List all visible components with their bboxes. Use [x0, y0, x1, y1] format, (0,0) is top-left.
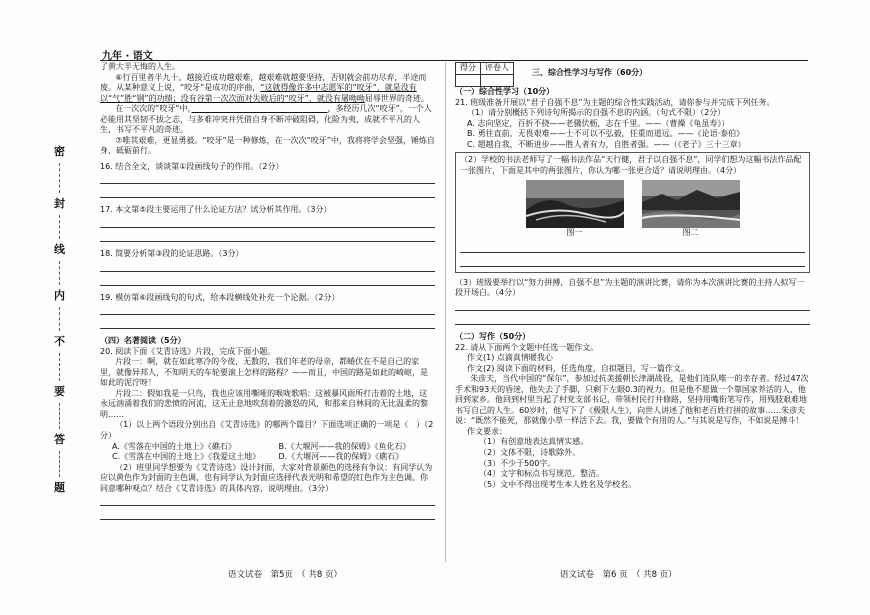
exam-header: 九年 · 语文 [102, 51, 153, 62]
essay-material: 朱彦夫，当代中国的“保尔”，参加过抗美援朝长津湖战役，是他们连队唯一的幸存者。经过47次手术和93天的昏迷，他失去了手脚，只剩下左眼0.3的视力。但是他不愿做一个靠国家养活的人，他回到家乡。他回到村里当起了村党支部书记，带领村民打井修路，坚持用嘴衔笔写作，用残肢艰难地书写自己的人生。60岁时，他写下了《极限人生》，向世人讲述了他和老百姓打拼的故事……朱彦夫说：“既然不能死，那就像小草一样活下去。我，要做个有用的人。”与其说是写作，不如说是搏斗！ [455, 374, 809, 426]
answer-line[interactable] [100, 317, 435, 329]
option-a[interactable]: A.《雪落在中国的土地上》《礁石》 [112, 441, 236, 451]
answer-line[interactable] [100, 186, 435, 198]
requirement-item: （4）文字和标点书写规范、整洁。 [479, 469, 605, 479]
left-column [100, 62, 435, 522]
page-footer-right: 语文试卷 第6 页 （ 共8 页） [560, 570, 677, 580]
fragment-1: 片段一：啊，就在如此寒冷的今夜，无数的，我们年老的母亲，都蜷伏在不是自己的家里，就像异邦人，不知明天的车轮要滚上怎样的路程？——而且，中国的路是如此的崎岖，是如此的泥泞呀！ [100, 357, 428, 388]
seal-dash [59, 353, 60, 381]
question-16: 16. 结合全文，谈谈第①段画线句子的作用。（2分） [100, 161, 284, 171]
underlined-sentence: “这就得像许多中志愿军的“咬牙”，就是没有以“气”胜“钢”的功绩；没有谷第一次次面对失败后的“咬牙”，就没有屠呦呦 [100, 83, 417, 103]
seal-char: 封 [54, 197, 65, 210]
question-20-2: （2）班里同学想要为《艾青诗选》设计封面，大家对背景颜色的选择有争议：有同学认为应以黄色作为封面的主色调，也有同学认为封面应选择代表光明和希望的红色作为主色调。你同意哪种观点？结合《艾青诗选》的具体内容，说明理由。（3分） [100, 462, 433, 493]
requirement-item: （5）文中不得出现考生本人姓名及学校名。 [479, 479, 637, 489]
score-cell[interactable] [456, 75, 481, 87]
passage-text: ⑥行百里者半九十。越接近成功越艰难，越艰难就越要坚持，否则就会前功尽弃，半途而废。从某种意义上说，“咬牙”是成功的序曲， [100, 72, 427, 93]
passage-paragraph-blank [100, 104, 435, 136]
section-4-title: （四）名著阅读（5分） [100, 336, 186, 346]
seal-char: 线 [54, 243, 65, 256]
score-table [455, 62, 514, 87]
question-21-1: （1）请分别概括下列诗句所揭示的自强不息的内涵。（句式不限）（2分） [467, 108, 726, 118]
passage-text: 屈辱世界的奇迹。 [364, 93, 429, 103]
answer-line[interactable] [455, 299, 810, 311]
question-22: 22. 请从下面两个文题中任选一题作文。 [455, 342, 599, 352]
option-b[interactable]: B.《大堰河——我的保姆》《鱼化石》 [278, 441, 411, 451]
passage-paragraph-6 [100, 73, 435, 105]
figure-2 [642, 180, 740, 239]
answer-line[interactable] [460, 255, 805, 267]
essay-topic-1: 作文(1) 点滴真情暖我心 [467, 353, 553, 363]
requirement-item: （3）不少于500字。 [479, 458, 556, 468]
quote-c: C. 超越自我，不断进步——胜人者有力，自胜者强。——（《老子》三十三章） [467, 139, 746, 149]
seal-char: 密 [54, 145, 65, 158]
answer-line[interactable] [100, 494, 435, 506]
answer-line[interactable] [100, 274, 435, 286]
question-21: 21. 班级准备开展以“君子自强不息”为主题的综合性实践活动，请你参与并完成下列任务。 [455, 97, 775, 107]
requirement-item: （1）有创意地表达真情实感。 [479, 437, 589, 447]
answer-line[interactable] [100, 508, 435, 520]
figure-1-caption: 图一 [566, 228, 583, 238]
question-19: 19. 模仿第⑥段画线句的句式，给本段横线处补充一个论据。（2分） [100, 292, 340, 302]
passage-text: ，多经历几次“咬牙”，一个人必能用其坚韧不拔之志， [100, 104, 432, 124]
right-column [455, 62, 810, 490]
page-footer-left: 语文试卷 第5页 （ 共8 页） [228, 570, 342, 580]
fragment-2: 片段二：假如我是一只鸟，我也应该用嘶哑的喉咙歌唱：这被暴风雨所打击着的土地，这永远汹涌着我们的悲愤的河流，这无止息地吹刮着的激怒的风，和那来自林间的无比温柔的黎明…… [100, 388, 428, 419]
passage-line: 了黄大半无悔的人生。 [100, 62, 180, 71]
question-20: 20. 阅读下面《艾青诗选》片段，完成下面小题。 [100, 346, 276, 356]
seal-line [40, 115, 90, 495]
quote-a: A. 志向坚定，百折不挠——老骥伏枥，志在千里。——（曹操《龟虽寿》） [467, 118, 730, 128]
answer-line[interactable] [100, 303, 435, 315]
option-c[interactable]: C.《雪落在中国的土地上》《我爱这土地》 [112, 452, 261, 462]
seal-char: 答 [54, 433, 65, 446]
requirement-item: （2）文体不限，诗歌除外。 [479, 448, 581, 458]
essay-topic-2: 作文(2) 阅读下面的材料，任选角度，自拟题目，写一篇作文。 [467, 363, 689, 373]
seal-dash [59, 403, 60, 429]
answer-line[interactable] [455, 313, 810, 325]
seal-char: 不 [54, 335, 65, 348]
passage-text: 在一次次的“咬牙”中， [115, 104, 192, 114]
score-area [455, 62, 810, 87]
question-21-2-box [455, 152, 810, 273]
figure-2-image [642, 180, 740, 228]
question-20-1: （1）以上两个语段分别出自《艾青诗选》的哪两个篇目？下面选项正确的一项是（ ）（2分） [100, 420, 434, 441]
answer-line[interactable] [100, 260, 435, 272]
figure-1-image [526, 180, 624, 228]
question-18: 18. 简要分析第③段的论证思路。（3分） [100, 249, 244, 259]
seal-char: 要 [54, 385, 65, 398]
seal-char: 内 [54, 289, 65, 302]
seal-char: 题 [54, 481, 65, 494]
fill-blank[interactable] [191, 104, 327, 113]
passage-paragraph-7: ⑦唯其艰难，更显勇毅。“咬牙”是一种修炼，在一次次“咬牙”中，我将将学会坚强，锤炼自身，砥砺前行。 [100, 135, 435, 156]
passage-text: 与多难冲突并凭借自身不断冲破阻碍，化险为夷，成就不平凡的人生，书写不平凡的奇迹。 [100, 114, 420, 135]
subsection-1-title: （一）综合性学习（10分） [455, 87, 555, 96]
answer-line[interactable] [100, 172, 435, 184]
top-rule [100, 60, 808, 61]
question-21-3: （3）班级要举行以“努力拼搏，自强不息”为主题的演讲比赛，请你为本次演讲比赛的主持人拟写一段开场白。（4分） [455, 277, 805, 298]
options-list [100, 442, 435, 463]
answer-line[interactable] [460, 241, 805, 253]
column-divider [445, 62, 446, 562]
answer-line[interactable] [100, 230, 435, 242]
figure-1 [526, 180, 624, 239]
quote-b: B. 勇往直前，无畏艰难——士不可以不弘毅，任重而道远。——《论语·泰伯》 [467, 129, 745, 139]
question-21-2: （2）学校的书法老师写了一幅书法作品“天行健，君子以自强不息”，同学们想为这幅书法作品配一张图片，下面是其中的两张图片，你认为哪一张更合适？请说明理由。（4分） [460, 155, 802, 175]
subsection-2-title: （二）写作（50分） [455, 332, 531, 342]
question-17: 17. 本文第⑤段主要运用了什么论证方法？试分析其作用。（3分） [100, 205, 332, 215]
option-d[interactable]: D.《大堰河——我的保姆》《礁石》 [278, 452, 404, 462]
grader-cell[interactable] [481, 75, 514, 87]
seal-dash [59, 215, 60, 239]
seal-dash [59, 261, 60, 285]
score-label: 得分 [456, 63, 481, 75]
seal-dash [59, 307, 60, 331]
picture-pair [460, 180, 805, 239]
grader-label: 评卷人 [481, 63, 514, 75]
figure-2-caption: 图二 [682, 228, 699, 238]
seal-dash [59, 163, 60, 193]
seal-dash [59, 451, 60, 477]
section-3-title: 三、综合性学习与写作（60分） [532, 68, 648, 77]
requirements-title: 作文要求： [467, 426, 507, 436]
answer-line[interactable] [100, 216, 435, 228]
